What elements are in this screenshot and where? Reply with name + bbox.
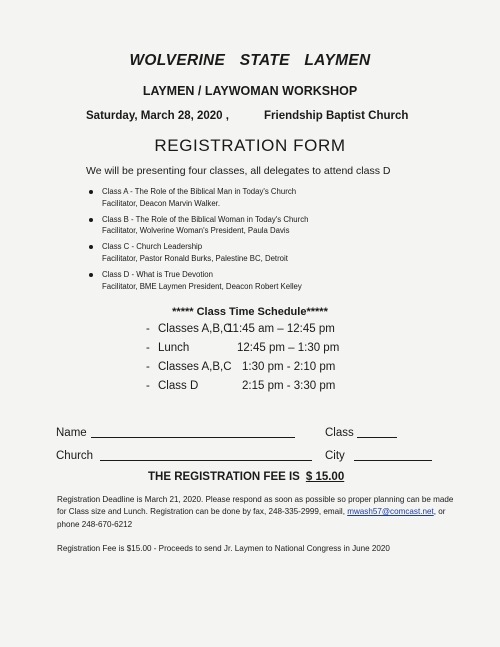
- registration-fee: [148, 471, 344, 483]
- class-label: Class: [325, 427, 354, 439]
- fee-label: THE REGISTRATION FEE IS: [148, 471, 300, 483]
- city-label: City: [325, 450, 345, 462]
- class-facilitator: Facilitator, Wolverine Woman's President, Paula Davis: [102, 226, 290, 236]
- class-title: Class D - What is True Devotion: [102, 269, 213, 279]
- class-item: [89, 186, 409, 210]
- city-field[interactable]: [354, 451, 432, 461]
- class-title: Class B - The Role of the Biblical Woman in Today's Church: [102, 214, 309, 224]
- form-heading: REGISTRATION FORM: [154, 136, 346, 155]
- class-facilitator: Facilitator, Deacon Marvin Walker.: [102, 198, 221, 208]
- schedule-time: 1:30 pm - 2:10 pm: [242, 361, 336, 373]
- church-field[interactable]: [100, 451, 312, 461]
- name-field[interactable]: [91, 428, 295, 438]
- schedule-label: Lunch: [158, 342, 190, 354]
- class-facilitator: Facilitator, Pastor Ronald Burks, Palestine BC, Detroit: [102, 253, 288, 263]
- church-label: Church: [56, 450, 94, 462]
- schedule-time: 11:45 am – 12:45 pm: [227, 323, 335, 335]
- deadline-phone-text: , or phone 248-670-6212: [57, 507, 446, 529]
- schedule-dash: -: [146, 361, 150, 373]
- class-item: [89, 241, 409, 265]
- schedule-row: [146, 361, 376, 380]
- class-facilitator: Facilitator, BME Laymen President, Deacon Robert Kelley: [102, 281, 302, 291]
- class-title: Class A - The Role of the Biblical Man in Today's Church: [102, 187, 297, 196]
- schedule-label: Class D: [158, 380, 199, 392]
- schedule-title: ***** Class Time Schedule*****: [172, 306, 328, 318]
- schedule-label: Classes A,B,C: [158, 361, 232, 373]
- schedule-time: 2:15 pm - 3:30 pm: [242, 380, 336, 392]
- schedule-dash: -: [146, 380, 150, 392]
- fee-amount: $ 15.00: [305, 471, 345, 483]
- workshop-subtitle: LAYMEN / LAYWOMAN WORKSHOP: [142, 84, 358, 98]
- schedule-time: 12:45 pm – 1:30 pm: [237, 342, 340, 354]
- name-label: Name: [56, 427, 87, 439]
- schedule-list: [146, 323, 376, 399]
- fee-note: Registration Fee is $15.00 - Proceeds to send Jr. Laymen to National Congress in June 2020: [57, 544, 390, 553]
- deadline-paragraph: [57, 494, 457, 531]
- organization-title: WOLVERINE STATE LAYMEN: [129, 52, 371, 69]
- schedule-row: [146, 380, 376, 399]
- event-location: Friendship Baptist Church: [264, 110, 409, 122]
- intro-text: We will be presenting four classes, all delegates to attend class D: [86, 165, 391, 177]
- class-field[interactable]: [357, 428, 397, 438]
- class-item: [89, 269, 409, 293]
- deadline-text: Registration Deadline is March 21, 2020. Please respond as soon as possible so proper planning can be made for Class size and Lunch. Registration can be done by fax, 248-335-2999, email,: [57, 495, 454, 517]
- schedule-dash: -: [146, 342, 150, 354]
- schedule-label: Classes A,B,C: [158, 323, 232, 335]
- class-list: [89, 186, 409, 296]
- schedule-dash: -: [146, 323, 150, 335]
- schedule-row: [146, 342, 376, 361]
- email-link[interactable]: mwash57@comcast.net: [347, 507, 434, 517]
- schedule-row: [146, 323, 376, 342]
- class-title: Class C - Church Leadership: [102, 242, 203, 252]
- class-item: [89, 214, 409, 238]
- event-date: Saturday, March 28, 2020 ,: [86, 110, 229, 122]
